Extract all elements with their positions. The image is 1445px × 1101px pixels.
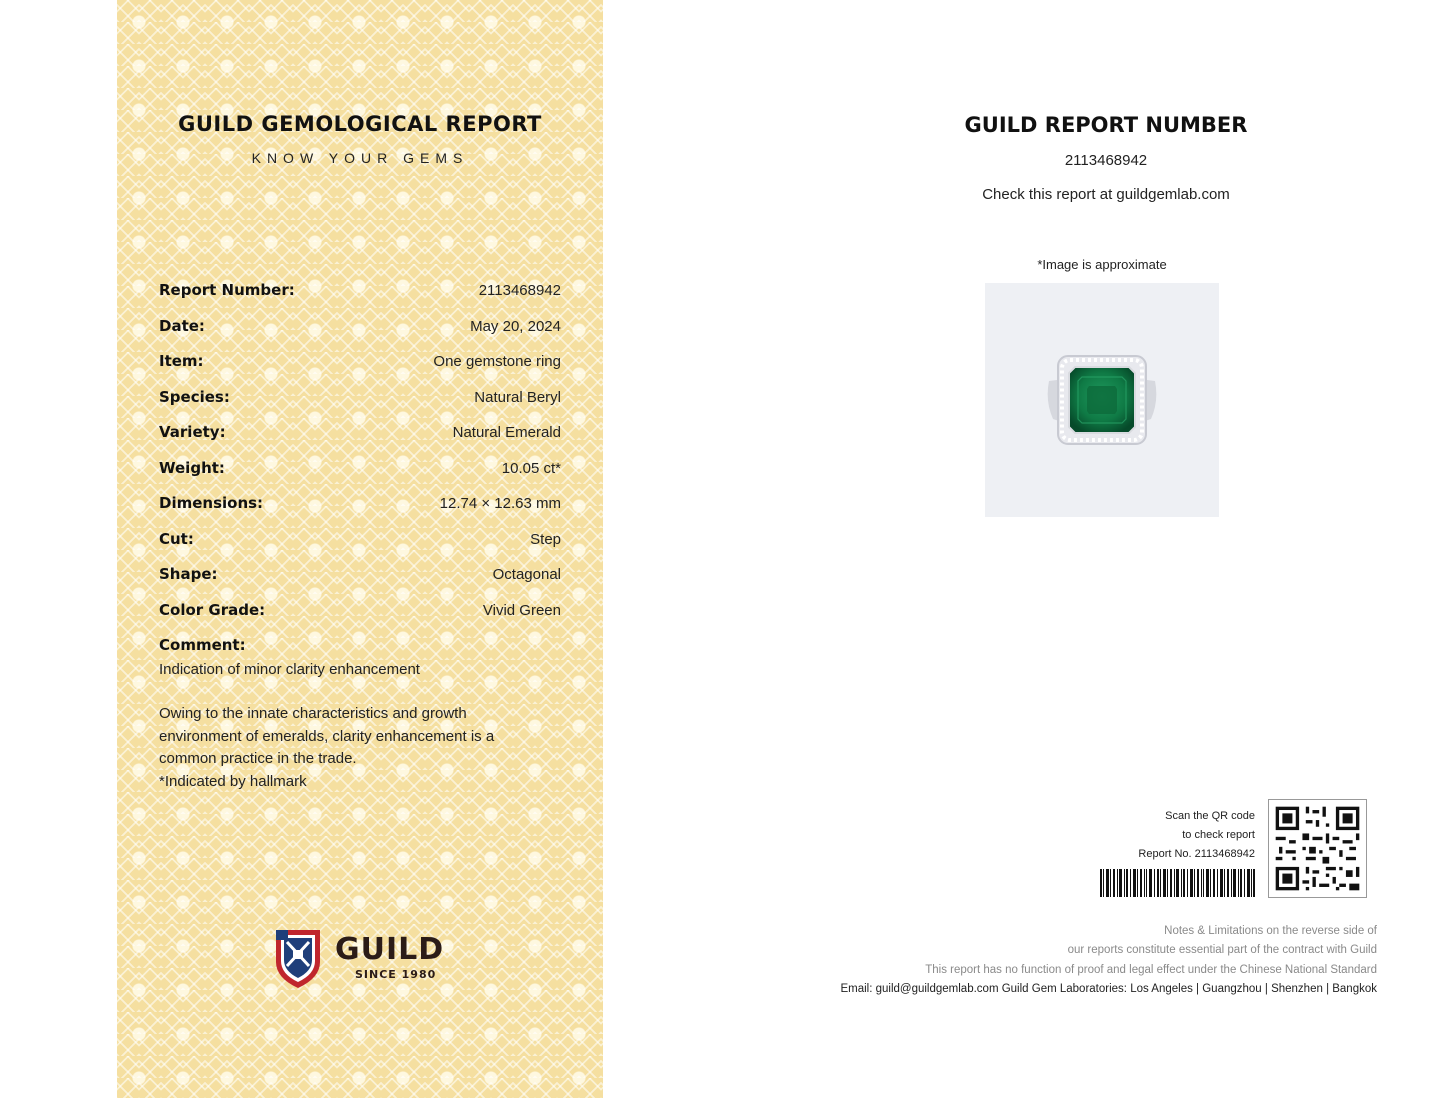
qr-code-icon[interactable] [1268, 799, 1367, 898]
field-label: Species: [159, 388, 230, 406]
footer-line: our reports constitute essential part of the contract with Guild [1067, 944, 1377, 956]
field-value: One gemstone ring [433, 353, 561, 370]
image-approx-note: *Image is approximate [1037, 257, 1167, 272]
note-line: Owing to the innate characteristics and growth [159, 705, 467, 722]
field-variety [159, 423, 561, 445]
field-label: Color Grade: [159, 601, 266, 619]
field-label: Shape: [159, 565, 218, 583]
check-report-text: Check this report at guildgemlab.com [982, 186, 1230, 203]
note-line: *Indicated by hallmark [159, 772, 307, 790]
field-value: Vivid Green [482, 602, 561, 619]
field-cut [159, 530, 561, 552]
field-label: Dimensions: [159, 494, 264, 512]
field-value: 12.74 × 12.63 mm [439, 495, 561, 512]
logo-word: GUILD [335, 932, 445, 967]
field-species [159, 388, 561, 410]
field-dimensions [159, 494, 561, 516]
logo-since: SINCE 1980 [355, 968, 437, 981]
field-report-number [159, 281, 561, 303]
field-value: Natural Beryl [474, 389, 561, 406]
qr-instruction: Scan the QR code [1165, 810, 1255, 822]
field-weight [159, 459, 561, 481]
note-line: environment of emeralds, clarity enhancement is a [159, 727, 495, 745]
field-value: 2113468942 [478, 282, 561, 299]
field-item [159, 352, 561, 374]
field-value: Step [530, 531, 561, 548]
field-label: Cut: [159, 530, 194, 548]
note-line: common practice in the trade. [159, 750, 357, 767]
gem-photo [985, 283, 1219, 517]
comment-text: Indication of minor clarity enhancement [159, 661, 420, 678]
qr-report-number: Report No. 2113468942 [1138, 848, 1255, 860]
footer-line: This report has no function of proof and legal effect under the Chinese National Standard [925, 964, 1377, 976]
footer-line: Notes & Limitations on the reverse side of [1164, 925, 1377, 937]
field-value: Natural Emerald [452, 424, 561, 441]
field-value: Octagonal [492, 566, 561, 583]
guild-shield-icon [273, 926, 323, 990]
guild-logo [273, 926, 453, 990]
field-label: Date: [159, 317, 205, 335]
clarity-note [159, 703, 559, 793]
qr-instruction: to check report [1182, 829, 1255, 841]
report-number-title: GUILD REPORT NUMBER [964, 113, 1248, 137]
field-value: May 20, 2024 [470, 318, 561, 335]
report-card [117, 0, 603, 1098]
field-shape [159, 565, 561, 587]
field-label: Report Number: [159, 281, 295, 299]
card-tagline: KNOW YOUR GEMS [251, 150, 469, 166]
field-value: 10.05 ct* [501, 460, 561, 477]
comment-label: Comment: [159, 636, 246, 654]
footer-contact: Email: guild@guildgemlab.com Guild Gem Laboratories: Los Angeles | Guangzhou | Shenzhen | Bangkok [840, 983, 1377, 995]
report-number-value: 2113468942 [1064, 152, 1148, 169]
field-label: Item: [159, 352, 204, 370]
field-label: Variety: [159, 423, 226, 441]
field-color-grade [159, 601, 561, 623]
card-title: GUILD GEMOLOGICAL REPORT [178, 112, 542, 136]
field-label: Weight: [159, 459, 225, 477]
field-date [159, 317, 561, 339]
barcode-icon [1100, 869, 1255, 897]
